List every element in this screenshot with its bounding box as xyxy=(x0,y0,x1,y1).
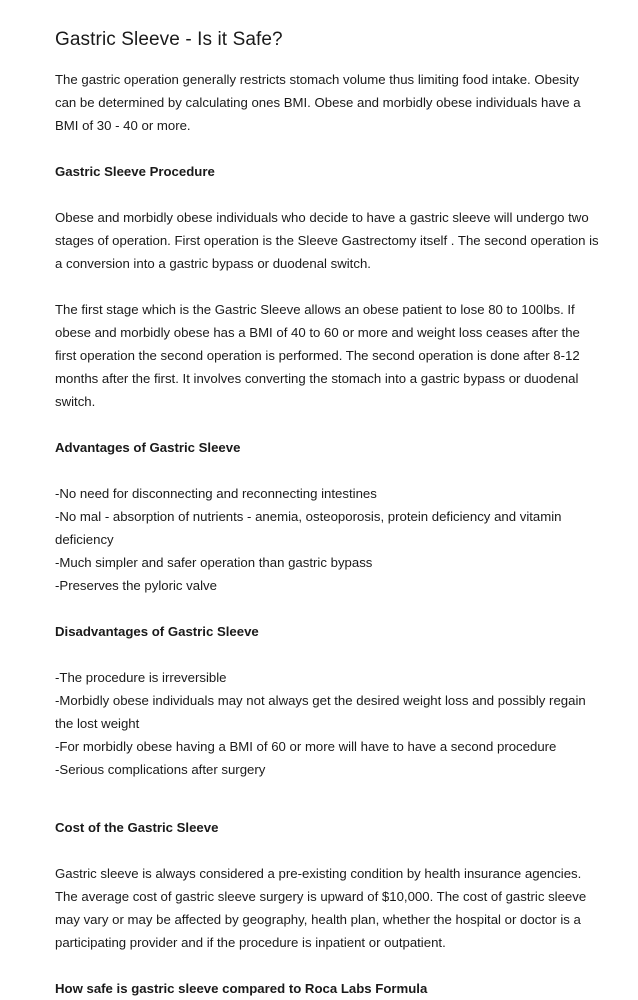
disadvantages-item: -Serious complications after surgery xyxy=(55,762,266,777)
page-title: Gastric Sleeve - Is it Safe? xyxy=(55,29,283,50)
advantages-item: -No need for disconnecting and reconnecting intestines xyxy=(55,486,377,501)
disadvantages-heading: Disadvantages of Gastric Sleeve xyxy=(55,624,259,639)
document-page xyxy=(55,28,600,1000)
comparison-heading: How safe is gastric sleeve compared to Roca Labs Formula xyxy=(55,981,428,996)
advantages-item: -Much simpler and safer operation than gastric bypass xyxy=(55,555,373,570)
procedure-heading: Gastric Sleeve Procedure xyxy=(55,164,215,179)
advantages-item: -Preserves the pyloric valve xyxy=(55,578,217,593)
cost-paragraph: Gastric sleeve is always considered a pre-existing condition by health insurance agencies. The average cost of gastric sleeve surgery is upward of $10,000. The cost of gastric sleeve may vary or may be affected by geography, health plan, whether the hospital or doctor is a participating provider and if the procedure is inpatient or outpatient. xyxy=(55,866,587,950)
cost-heading: Cost of the Gastric Sleeve xyxy=(55,820,219,835)
disadvantages-item: -The procedure is irreversible xyxy=(55,670,227,685)
disadvantages-item: -Morbidly obese individuals may not always get the desired weight loss and possibly regain the lost weight xyxy=(55,693,586,731)
intro-paragraph: The gastric operation generally restricts stomach volume thus limiting food intake. Obesity can be determined by calculating ones BMI. Obese and morbidly obese individuals have a BMI of 30 - 40 or more. xyxy=(55,72,581,133)
procedure-paragraph-1: Obese and morbidly obese individuals who decide to have a gastric sleeve will undergo two stages of operation. First operation is the Sleeve Gastrectomy itself . The second operation is a conversion into a gastric bypass or duodenal switch. xyxy=(55,210,599,271)
disadvantages-item: -For morbidly obese having a BMI of 60 or more will have to have a second procedure xyxy=(55,739,557,754)
advantages-item: -No mal - absorption of nutrients - anemia, osteoporosis, protein deficiency and vitamin deficiency xyxy=(55,509,562,547)
procedure-paragraph-2: The first stage which is the Gastric Sleeve allows an obese patient to lose 80 to 100lbs. If obese and morbidly obese has a BMI of 40 to 60 or more and weight loss ceases after the first operation the second operation is performed. The second operation is done after 8-12 months after the first. It involves converting the stomach into a gastric bypass or duodenal switch. xyxy=(55,302,580,409)
advantages-heading: Advantages of Gastric Sleeve xyxy=(55,440,241,455)
